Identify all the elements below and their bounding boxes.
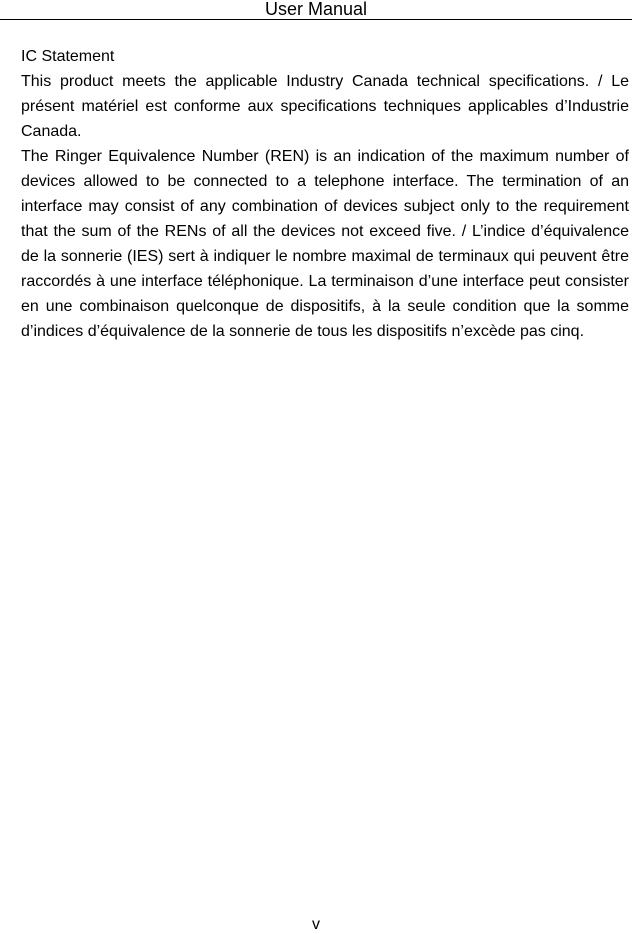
document-title: User Manual bbox=[264, 0, 368, 19]
ic-statement-section bbox=[21, 44, 629, 344]
paragraph-ren: The Ringer Equivalence Number (REN) is an indication of the maximum number of devices allowed to be connected to a telephone interface. The termination of an interface may consist of any combination of devices subject only to the requirement that the sum of the RENs of all the devices not exceed five. / L’indice d’équivalence de la sonnerie (IES) sert à indiquer le nombre maximal de terminaux qui peuvent être raccordés à une interface téléphonique. La terminaison d’une interface peut consister en une combinaison quelconque de dispositifs, à la seule condition que la somme d’indices d’équivalence de la sonnerie de tous les dispositifs n’excède pas cinq. bbox=[21, 148, 629, 340]
paragraph-ic-compliance: This product meets the applicable Industry Canada technical specifications. / Le présent matériel est conforme aux specifications techniques applicables d’Industrie Canada. bbox=[21, 73, 629, 140]
page-number: v bbox=[312, 916, 320, 933]
section-heading: IC Statement bbox=[21, 48, 115, 65]
page-header bbox=[0, 0, 632, 20]
